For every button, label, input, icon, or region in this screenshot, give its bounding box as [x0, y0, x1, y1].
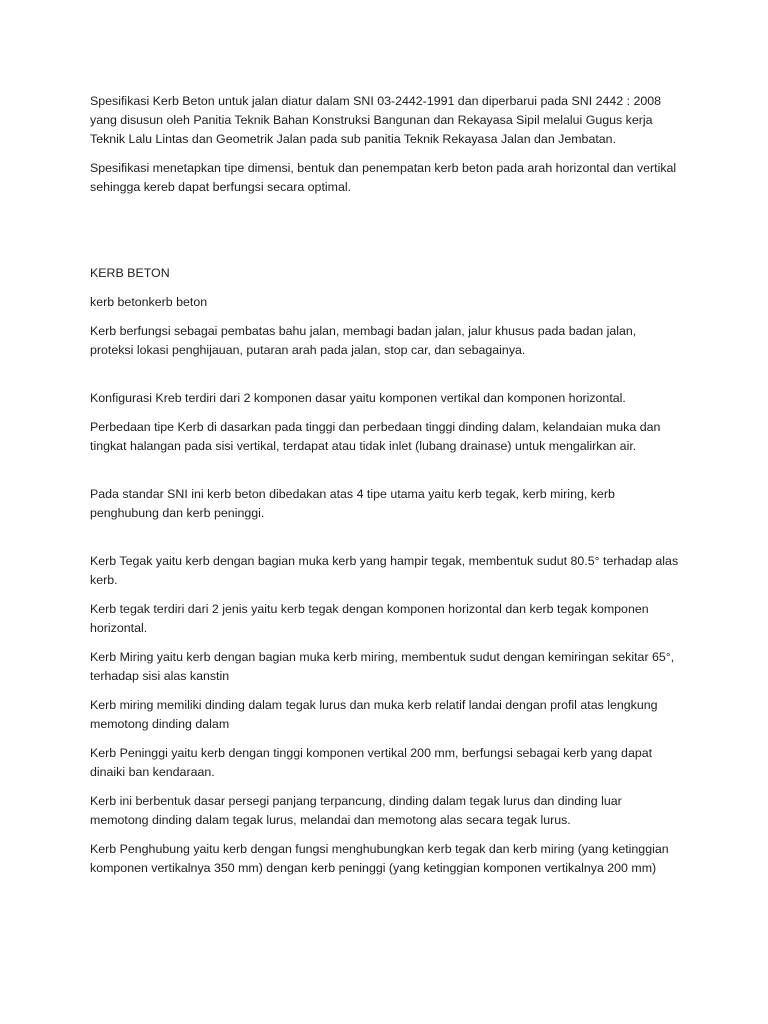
paragraph-dinding-kerb-miring: Kerb miring memiliki dinding dalam tegak lurus dan muka kerb relatif landai dengan profil atas lengkung memotong dinding dalam: [90, 698, 658, 731]
paragraph-spesifikasi-sni: Spesifikasi Kerb Beton untuk jalan diatur dalam SNI 03-2442-1991 dan diperbarui pada SNI 2442 : 2008 yang disusun oleh Panitia Teknik Bahan Konstruksi Bangunan dan Rekayasa Sipil melalui Gugus kerja Teknik Lalu Lintas dan Geometrik Jalan pada sub panitia Teknik Rekayasa Jalan dan Jembatan.: [90, 94, 662, 146]
paragraph-standar-sni: Pada standar SNI ini kerb beton dibedakan atas 4 tipe utama yaitu kerb tegak, kerb miring, kerb penghubung dan kerb peninggi.: [90, 487, 615, 520]
paragraph-kerb-peninggi: Kerb Peninggi yaitu kerb dengan tinggi komponen vertikal 200 mm, berfungsi sebagai kerb yang dapat dinaiki ban kendaraan.: [90, 746, 653, 779]
paragraph-spesifikasi-dimensi: Spesifikasi menetapkan tipe dimensi, bentuk dan penempatan kerb beton pada arah horizontal dan vertikal sehingga kereb dapat berfungsi secara optimal.: [90, 161, 677, 194]
paragraph-kerb-miring: Kerb Miring yaitu kerb dengan bagian muka kerb miring, membentuk sudut dengan kemiringan sekitar 65°, terhadap sisi alas kanstin: [90, 650, 675, 683]
paragraph-fungsi-kerb: Kerb berfungsi sebagai pembatas bahu jalan, membagi badan jalan, jalur khusus pada badan jalan, proteksi lokasi penghijauan, putaran arah pada jalan, stop car, dan sebagainya.: [90, 324, 637, 357]
paragraph-perbedaan-tipe: Perbedaan tipe Kerb di dasarkan pada tinggi dan perbedaan tinggi dinding dalam, kelandaian muka dan tingkat halangan pada sisi vertikal, terdapat atau tidak inlet (lubang drainase) untuk mengalirkan air.: [90, 420, 661, 453]
document-body: [90, 92, 680, 888]
paragraph-jenis-kerb-tegak: Kerb tegak terdiri dari 2 jenis yaitu kerb tegak dengan komponen horizontal dan kerb tegak komponen horizontal.: [90, 602, 649, 635]
paragraph-konfigurasi: Konfigurasi Kreb terdiri dari 2 komponen dasar yaitu komponen vertikal dan komponen horizontal.: [90, 391, 626, 405]
paragraph-bentuk-kerb: Kerb ini berbentuk dasar persegi panjang terpancung, dinding dalam tegak lurus dan dinding luar memotong dinding dalam tegak lurus, melandai dan memotong alas secara tegak lurus.: [90, 794, 622, 827]
paragraph-kerb-tegak: Kerb Tegak yaitu kerb dengan bagian muka kerb yang hampir tegak, membentuk sudut 80.5° terhadap alas kerb.: [90, 554, 679, 587]
paragraph-kerb-penghubung: Kerb Penghubung yaitu kerb dengan fungsi menghubungkan kerb tegak dan kerb miring (yang ketinggian komponen vertikalnya 350 mm) dengan kerb peninggi (yang ketinggian komponen vertikalnya 200 mm): [90, 842, 669, 875]
paragraph-kerb-beton-label: kerb betonkerb beton: [90, 295, 208, 309]
section-heading-kerb-beton: KERB BETON: [90, 266, 170, 280]
